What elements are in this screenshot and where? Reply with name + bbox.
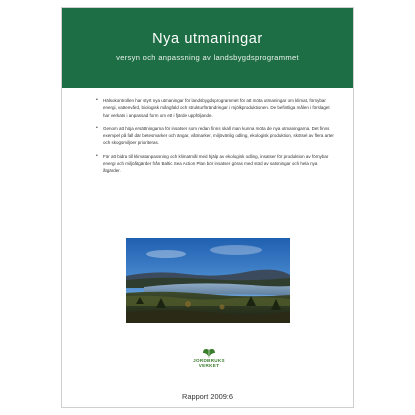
bullet-marker: • [96,152,98,159]
summary-bullet [96,97,336,119]
logo-text-line1: JORDBRUKS [193,358,225,363]
leaf-icon [202,346,216,358]
summary-bullet-text: Hälsokontrollen har styrt nya utmaningar för landsbygdsprogrammet för att möta utmaningar om klimat, förnybar energi, vattenvård, biologisk mångfald och strukturförändringar i mjölkproduktionen. De befintliga målen i förslaget har verkats i anpassad form om ett i fjärde uppföljande. [103,98,330,118]
summary-bullet [96,153,336,175]
bullet-marker: • [96,97,98,103]
cover-title: Nya utmaningar [152,31,263,47]
report-number: Rapport 2009:6 [182,392,233,401]
summary-bullet-text: För att bidra till klimatanpassning och klimatmål med hjälp av ekologisk odling, insatser för produktion av förnybar energi och miljöåtgärder från Baltic Sea Action Plan bör insatser göras med stöd av satsningar och hela nya åtgärder. [103,153,329,174]
logo-text-line2: VERKET [198,363,220,369]
cover-header-band [62,8,353,88]
cover-subtitle: versyn och anpassning av landsbygdsprogrammet [116,53,299,62]
summary-bullet [96,125,336,147]
jordbruksverket-logo [188,346,230,378]
summary-bullet-text: Genom att höja ersättningarna för insatser som redan finns skall man kunna möta de nya utmaningarna. Det finns exempel på fall där betesmarker och ängar, våtmarker, miljövänlig odling, ekologisk produktion, skötsel av flera arter och skogsmiljöer prioriteras. [103,125,334,146]
lake-forest-landscape-image [126,238,290,323]
summary-bullet-list [96,97,336,181]
bullet-marker: • [96,124,98,131]
report-cover-page [61,7,354,408]
